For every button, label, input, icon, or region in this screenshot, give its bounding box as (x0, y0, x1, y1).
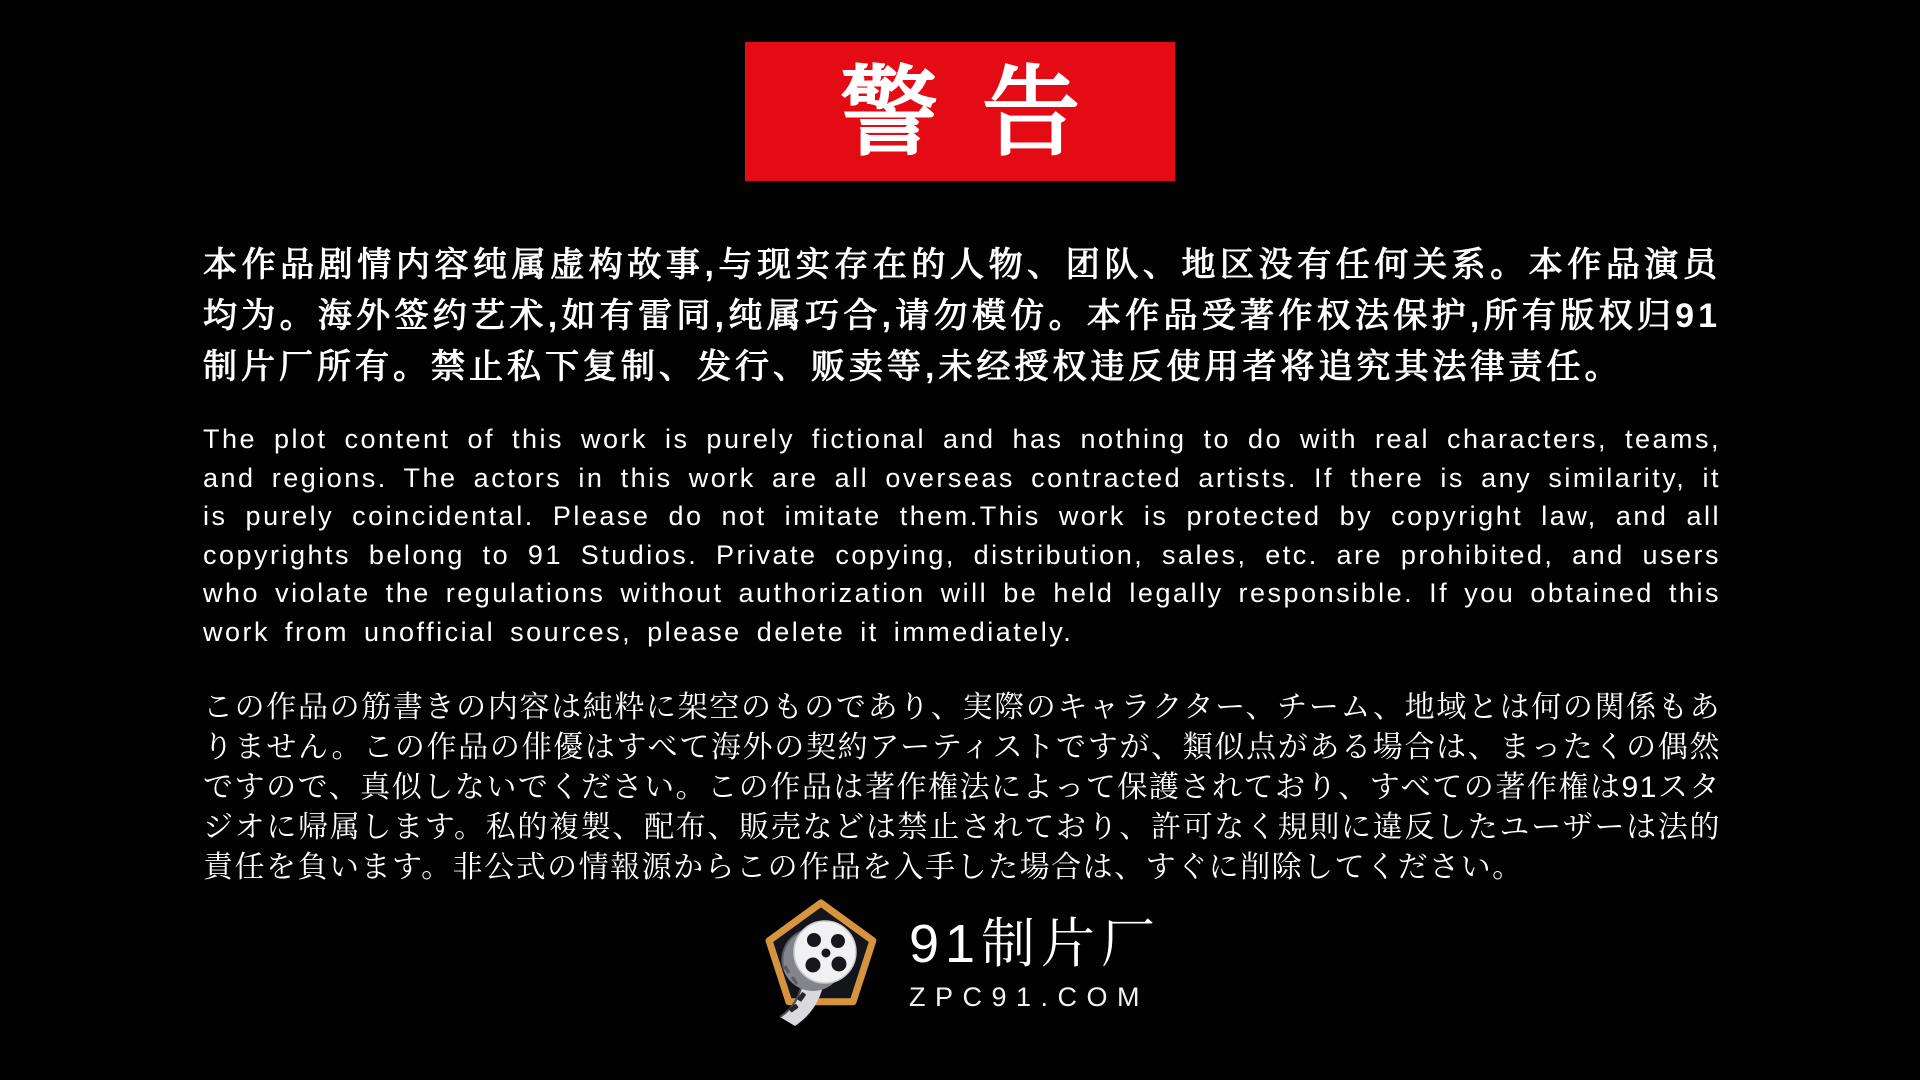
website-url: ZPC91.COM (908, 981, 1149, 1012)
disclaimer-japanese: この作品の筋書きの内容は純粋に架空のものであり、実際のキャラクター、チーム、地域とは何の関係もありません。この作品の俳優はすべて海外の契約アーティストですが、類似点がある場合は、まったくの偶然ですので、真似しないでください。この作品は著作権法によって保護されており、すべての著作権は91スタジオに帰属します。私的複製、配布、販売などは禁止されており、許可なく規則に違反したユーザーは法的責任を負います。非公式の情報源からこの作品を入手した場合は、すぐに削除してください。 (203, 691, 1721, 884)
film-reel-pentagon-icon (759, 898, 883, 1030)
disclaimer-chinese: 本作品剧情内容纯属虚构故事,与现实存在的人物、团队、地区没有任何关系。本作品演员均为。海外签约艺术,如有雷同,纯属巧合,请勿模仿。本作品受著作权法保护,所有版权归91制片厂所有。禁止私下复制、发行、贩卖等,未经授权违反使用者将追究其法律责任。 (203, 246, 1721, 386)
warning-banner (745, 42, 1175, 181)
studio-name: 91制片厂 (908, 914, 1162, 975)
studio-logo-text (909, 915, 1161, 1012)
warning-banner-label: 警告 (839, 56, 1124, 167)
disclaimer-english: The plot content of this work is purely fictional and has nothing to do with real characters, teams, and regions. The actors in this work are all overseas contracted artists. If there is any similarity, it is purely coincidental. Please do not imitate them.This work is protected by copyright law, and all copyrights belong to 91 Studios. Private copying, distribution, sales, etc. are prohibited, and users who violate the regulations without authorization will be held legally responsible. If you obtained this work from unofficial sources, please delete it immediately. (203, 424, 1721, 647)
studio-logo (759, 898, 1161, 1030)
